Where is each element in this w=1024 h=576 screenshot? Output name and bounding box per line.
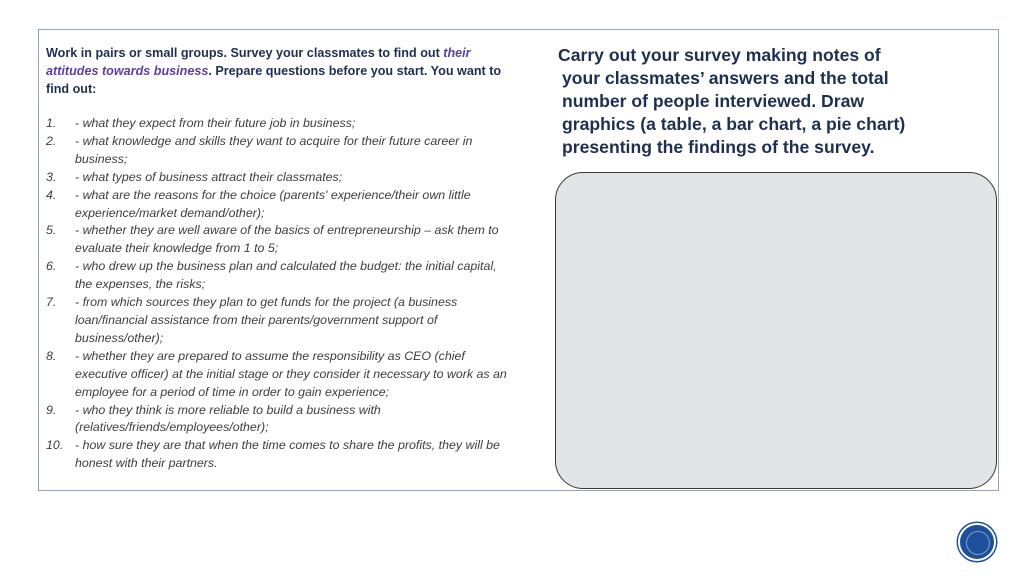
- list-item-number: 4.: [46, 187, 57, 202]
- intro-text-end: . Prepare questions before you start. You want to find out:: [46, 64, 502, 96]
- list-item-text: - what types of business attract their classmates;: [75, 169, 343, 184]
- list-item: [46, 133, 516, 169]
- list-item-number: 10.: [46, 438, 64, 453]
- list-item-number: 7.: [46, 295, 57, 310]
- list-item: [46, 187, 516, 223]
- list-item: [46, 115, 516, 133]
- list-item-number: 5.: [46, 223, 57, 238]
- list-item-text: - who drew up the business plan and calculated the budget: the initial capital, the expenses, the risks;: [75, 259, 497, 292]
- list-item-text: - how sure they are that when the time comes to share the profits, they will be honest with their partners.: [75, 438, 500, 471]
- task-line: number of people interviewed. Draw: [562, 91, 865, 111]
- task-line: your classmates’ answers and the total: [562, 68, 889, 88]
- answer-area-box: [555, 172, 997, 489]
- list-item-number: 2.: [46, 133, 57, 148]
- list-item-text: - what are the reasons for the choice (parents' experience/their own little experience/market demand/other);: [75, 187, 471, 220]
- list-item: [46, 402, 516, 438]
- intro-text: Work in pairs or small groups. Survey your classmates to find out: [46, 46, 444, 60]
- list-item-text: - whether they are prepared to assume the responsibility as CEO (chief executive officer) at the initial stage or they consider it necessary to work as an employee for a period of time in order to gain experience;: [75, 348, 507, 399]
- list-item: [46, 437, 516, 473]
- list-item-number: 6.: [46, 259, 57, 274]
- list-item-text: - what they expect from their future job in business;: [75, 116, 356, 130]
- list-item-text: - from which sources they plan to get funds for the project (a business loan/financial assistance from their parents/government support of business/other);: [75, 295, 458, 345]
- question-list: [46, 115, 516, 473]
- list-item-number: 9.: [46, 402, 57, 417]
- intro-emphasis: their attitudes towards business: [46, 46, 471, 78]
- task-line: graphics (a table, a bar chart, a pie chart): [562, 114, 906, 134]
- list-item-text: - who they think is more reliable to build a business with (relatives/friends/employees/other);: [75, 402, 381, 435]
- list-item-number: 3.: [46, 169, 57, 184]
- survey-task-text: [558, 44, 978, 159]
- list-item: [46, 169, 516, 187]
- task-line: Carry out your survey making notes of: [558, 45, 881, 65]
- list-item: [46, 222, 516, 258]
- instructions-intro: [46, 44, 526, 98]
- list-item-number: 8.: [46, 348, 57, 363]
- list-item-number: 1.: [46, 116, 57, 130]
- task-line: presenting the findings of the survey.: [562, 137, 875, 157]
- logo-badge-icon: [958, 523, 996, 561]
- list-item: [46, 258, 516, 294]
- list-item-text: - what knowledge and skills they want to acquire for their future career in business;: [75, 133, 473, 166]
- list-item-text: - whether they are well aware of the basics of entrepreneurship – ask them to evaluate their knowledge from 1 to 5;: [75, 223, 499, 256]
- list-item: [46, 348, 516, 402]
- list-item: [46, 294, 516, 348]
